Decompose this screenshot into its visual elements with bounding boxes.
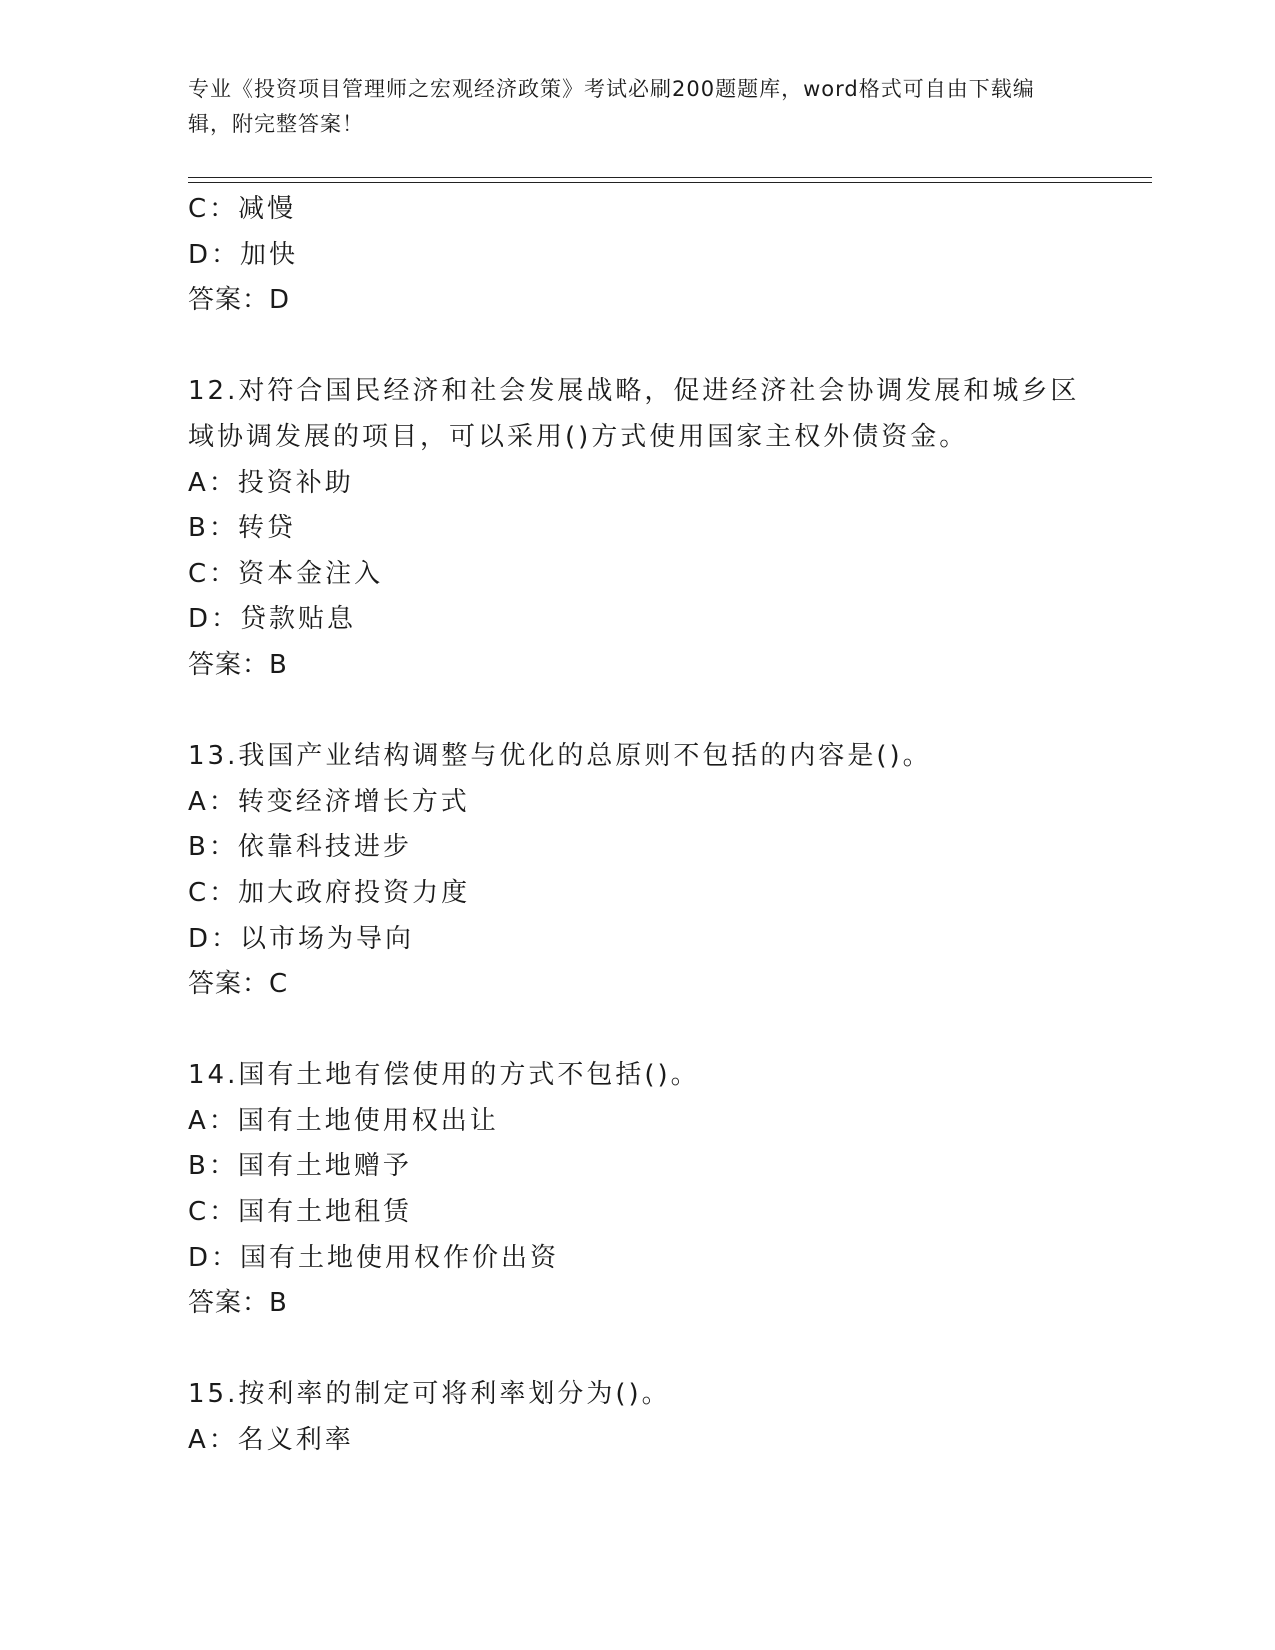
header-divider-top	[188, 177, 1152, 178]
option-b: B：国有土地赠予	[188, 1151, 412, 1182]
question-12	[188, 369, 1088, 688]
option-d: D：国有土地使用权作价出资	[188, 1242, 560, 1273]
option-c: C：加大政府投资力度	[188, 877, 471, 908]
question-stem: 14.国有土地有偿使用的方式不包括()。	[188, 1060, 700, 1091]
spacer	[188, 689, 1088, 735]
answer-line: 答案：D	[188, 285, 291, 316]
spacer	[188, 324, 1088, 370]
option-a: A：转变经济增长方式	[188, 786, 470, 817]
option-d: D：加快	[188, 239, 299, 270]
option-b: B：转贷	[188, 513, 296, 544]
option-d: D：以市场为导向	[188, 923, 415, 954]
option-b: B：依靠科技进步	[188, 832, 412, 863]
answer-line: 答案：B	[188, 1288, 288, 1319]
option-c: C：资本金注入	[188, 558, 384, 589]
option-c: C：减慢	[188, 194, 297, 224]
answer-line: 答案：B	[188, 649, 288, 680]
option-a: A：国有土地使用权出让	[188, 1105, 499, 1136]
option-a: A：投资补助	[188, 467, 354, 498]
option-c: C：国有土地租赁	[188, 1197, 413, 1228]
document-header: 专业《投资项目管理师之宏观经济政策》考试必刷200题题库，word格式可自由下载编辑，附完整答案！	[188, 77, 1035, 136]
question-stem: 13.我国产业结构调整与优化的总原则不包括的内容是()。	[188, 741, 932, 772]
option-a: A：名义利率	[188, 1425, 354, 1456]
question-15	[188, 1372, 1088, 1463]
question-stem: 12.对符合国民经济和社会发展战略，促进经济社会协调发展和城乡区域协调发展的项目，可以采用()方式使用国家主权外债资金。	[188, 376, 1080, 452]
question-stem: 15.按利率的制定可将利率划分为()。	[188, 1379, 671, 1410]
spacer	[188, 1327, 1088, 1373]
question-14	[188, 1053, 1088, 1327]
question-list	[188, 187, 1088, 1464]
question-13	[188, 734, 1088, 1008]
carry-over-question	[188, 187, 1088, 324]
header-divider-bottom	[188, 182, 1152, 183]
option-d: D：贷款贴息	[188, 604, 357, 635]
spacer	[188, 1008, 1088, 1054]
answer-line: 答案：C	[188, 969, 289, 1000]
